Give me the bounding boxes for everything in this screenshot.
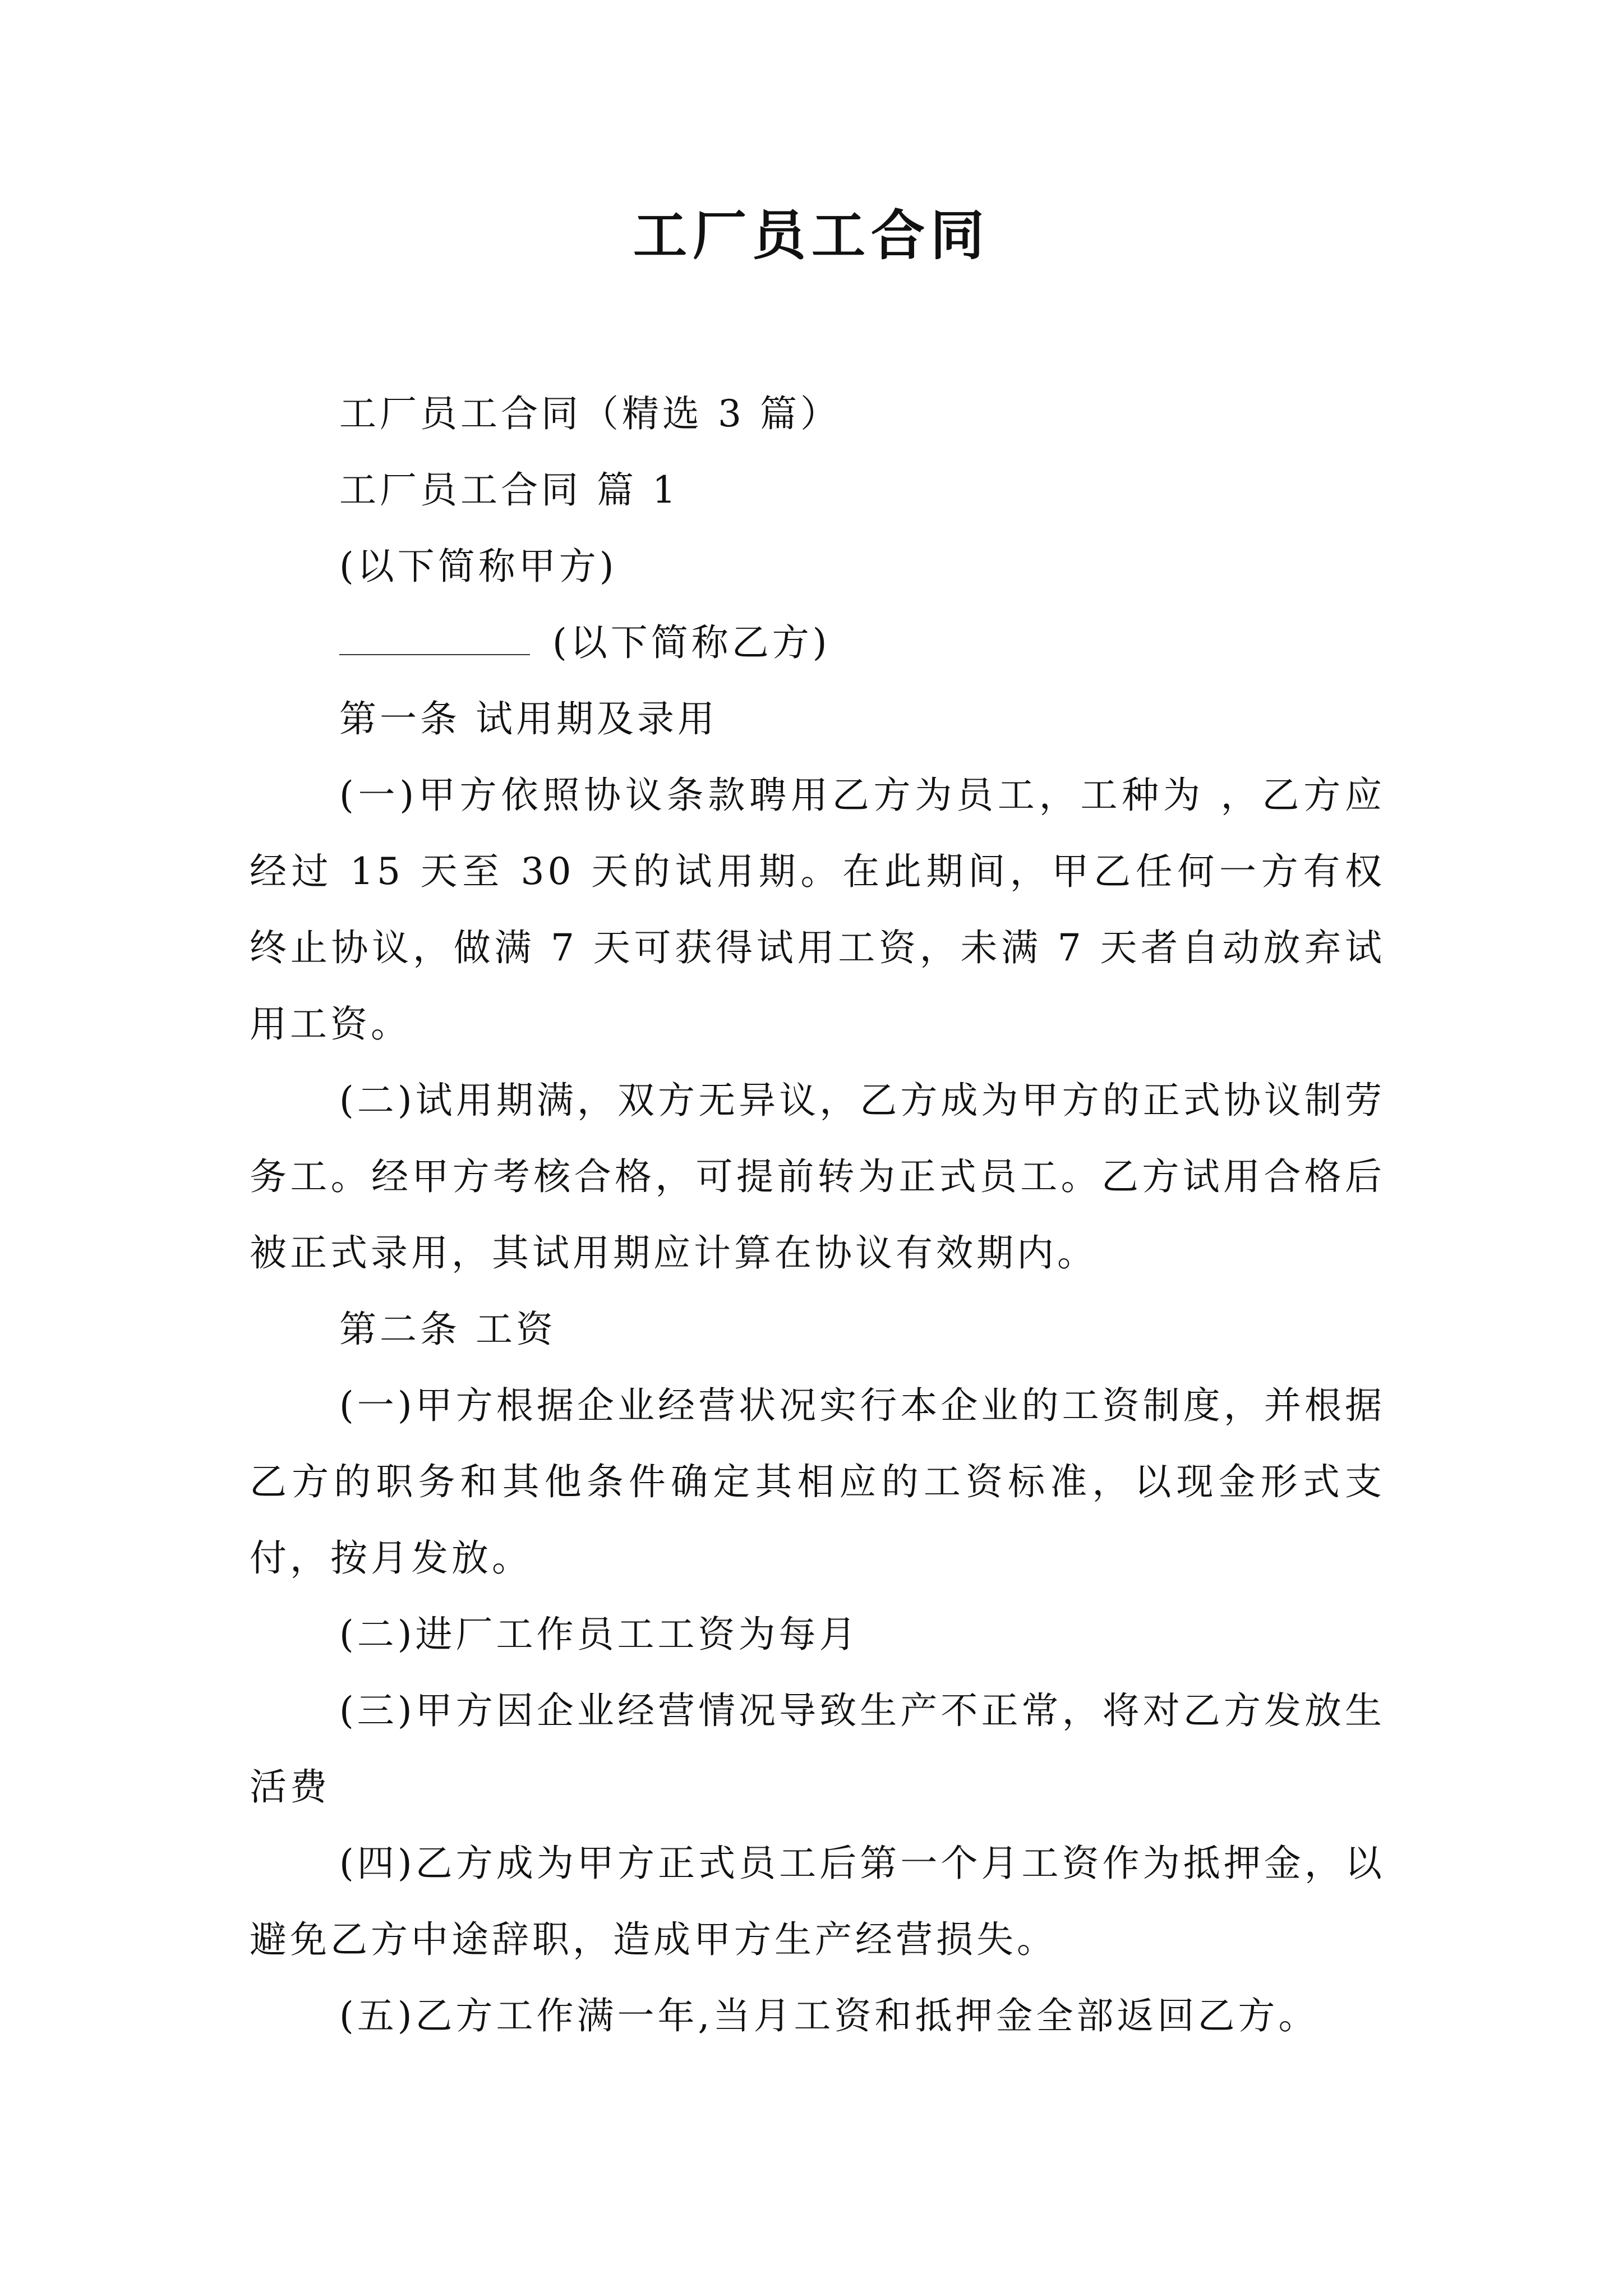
document-title: 工厂员工合同 (633, 204, 990, 267)
party-b-label: (以下简称乙方) (552, 621, 831, 664)
subtitle: 工厂员工合同（精选 3 篇） (339, 392, 841, 435)
article2-paragraph-4: (四)乙方成为甲方正式员工后第一个月工资作为抵押金，以避免乙方中途辞职，造成甲方生产经营损失。 (250, 1842, 1385, 1961)
article1-paragraph-2: (二)试用期满，双方无异议，乙方成为甲方的正式协议制劳务工。经甲方考核合格，可提前转为正式员工。乙方试用合格后被正式录用，其试用期应计算在协议有效期内。 (250, 1079, 1385, 1274)
document-body (250, 376, 1385, 2054)
article2-paragraph-2: (二)进厂工作员工工资为每月 (339, 1613, 860, 1656)
article1-paragraph-1: (一)甲方依照协议条款聘用乙方为员工，工种为 ，乙方应经过 15 天至 30 天的试用期。在此期间，甲乙任何一方有权终止协议，做满 7 天可获得试用工资，未满 7 天者自动放弃试用工资。 (250, 774, 1385, 1046)
party-b-line (250, 605, 1385, 681)
article2-paragraph-5: (五)乙方工作满一年,当月工资和抵押金全部返回乙方。 (339, 1994, 1319, 2037)
section-heading: 工厂员工合同 篇 1 (339, 468, 679, 512)
article2-paragraph-1: (一)甲方根据企业经营状况实行本企业的工资制度，并根据乙方的职务和其他条件确定其相应的工资标准，以现金形式支付，按月发放。 (250, 1384, 1385, 1580)
blank-underline (339, 620, 530, 655)
article2-paragraph-3: (三)甲方因企业经营情况导致生产不正常，将对乙方发放生活费 (250, 1689, 1385, 1809)
article1-heading: 第一条 试用期及录用 (339, 697, 718, 740)
party-a-line: (以下简称甲方) (339, 545, 617, 588)
article2-heading: 第二条 工资 (339, 1308, 556, 1351)
